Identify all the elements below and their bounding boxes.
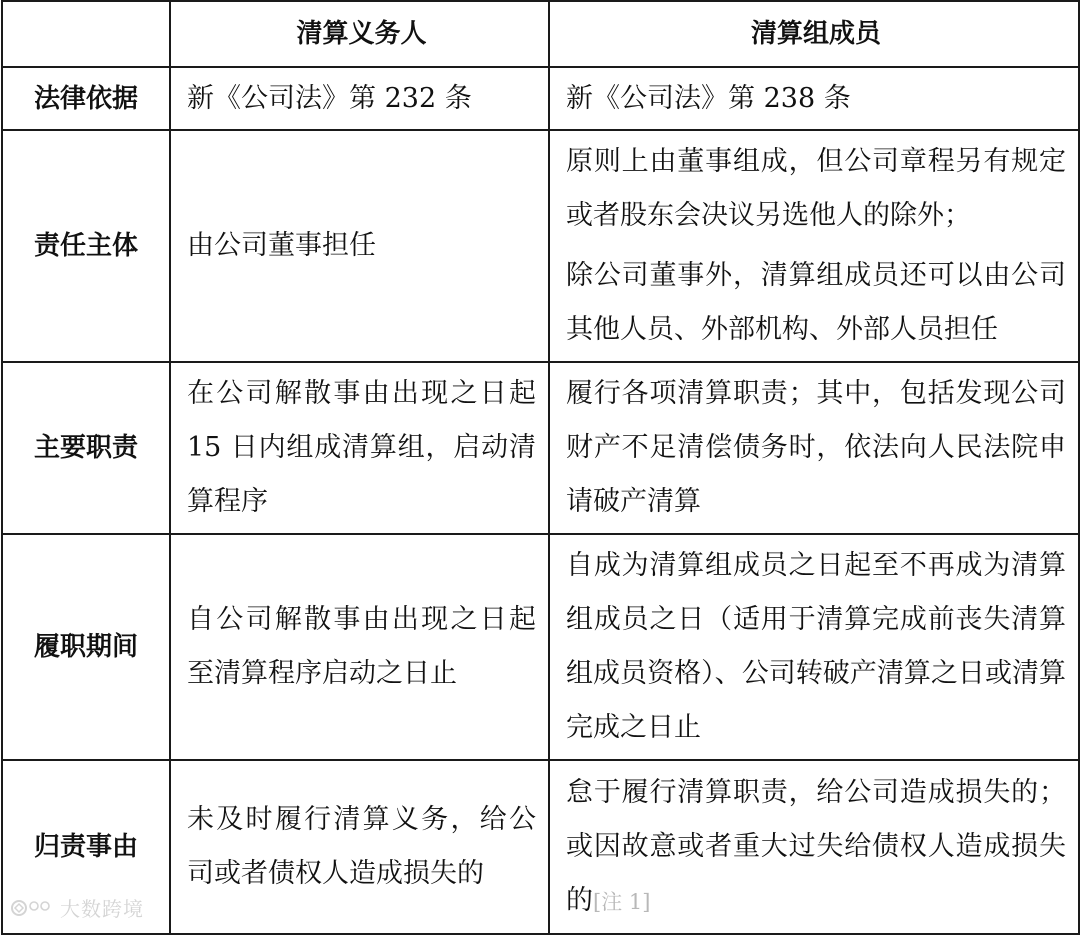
column-header-liquidation-obligor: 清算义务人 xyxy=(170,1,549,67)
table-row xyxy=(2,760,1079,934)
row-label-main-duties: 主要职责 xyxy=(2,362,170,534)
cell-text: 自公司解散事由出现之日起至清算程序启动之日止 xyxy=(187,604,536,689)
corner-cell xyxy=(2,1,170,67)
logo-icon xyxy=(10,897,54,919)
table-cell xyxy=(549,67,1079,130)
table-cell xyxy=(170,362,549,534)
table-row xyxy=(2,67,1079,130)
cell-text: 履行各项清算职责；其中，包括发现公司财产不足清偿债务时，依法向人民法院申请破产清算 xyxy=(566,378,1066,517)
header-row xyxy=(2,1,1079,67)
cell-text: 由公司董事担任 xyxy=(187,230,376,261)
table-cell xyxy=(170,534,549,760)
comparison-table xyxy=(1,0,1080,935)
watermark-text: 大数跨境 xyxy=(60,897,144,921)
cell-text-main: 怠于履行清算职责，给公司造成损失的；或因故意或者重大过失给债权人造成损失的 xyxy=(566,776,1066,916)
row-label-term-of-duty: 履职期间 xyxy=(2,534,170,760)
table-row xyxy=(2,534,1079,760)
table-cell xyxy=(549,534,1079,760)
watermark xyxy=(10,893,144,922)
footnote-link[interactable]: [注 1] xyxy=(593,889,651,914)
cell-text: 未及时履行清算义务，给公司或者债权人造成损失的 xyxy=(187,804,536,889)
table-cell xyxy=(170,130,549,362)
table-cell xyxy=(170,67,549,130)
row-label-liability-grounds: 归责事由 xyxy=(2,760,170,934)
cell-text: 除公司董事外，清算组成员还可以由公司其他人员、外部机构、外部人员担任 xyxy=(566,260,1066,345)
cell-text: 自成为清算组成员之日起至不再成为清算组成员之日（适用于清算完成前丧失清算组成员资格）、公司转破产清算之日或清算完成之日止 xyxy=(566,550,1066,743)
cell-text: 原则上由董事组成，但公司章程另有规定或者股东会决议另选他人的除外； xyxy=(566,146,1066,231)
table-cell xyxy=(549,130,1079,362)
row-label-responsible-party: 责任主体 xyxy=(2,130,170,362)
table-cell xyxy=(170,760,549,934)
table-row xyxy=(2,130,1079,362)
column-header-liquidation-group-member: 清算组成员 xyxy=(549,1,1079,67)
row-label-legal-basis: 法律依据 xyxy=(2,67,170,130)
cell-text: 在公司解散事由出现之日起 15 日内组成清算组，启动清算程序 xyxy=(187,378,536,517)
table-cell xyxy=(549,760,1079,934)
cell-text xyxy=(566,766,1066,929)
cell-text: 新《公司法》第 232 条 xyxy=(187,82,472,114)
table-cell xyxy=(549,362,1079,534)
cell-text: 新《公司法》第 238 条 xyxy=(566,82,851,114)
table-row xyxy=(2,362,1079,534)
